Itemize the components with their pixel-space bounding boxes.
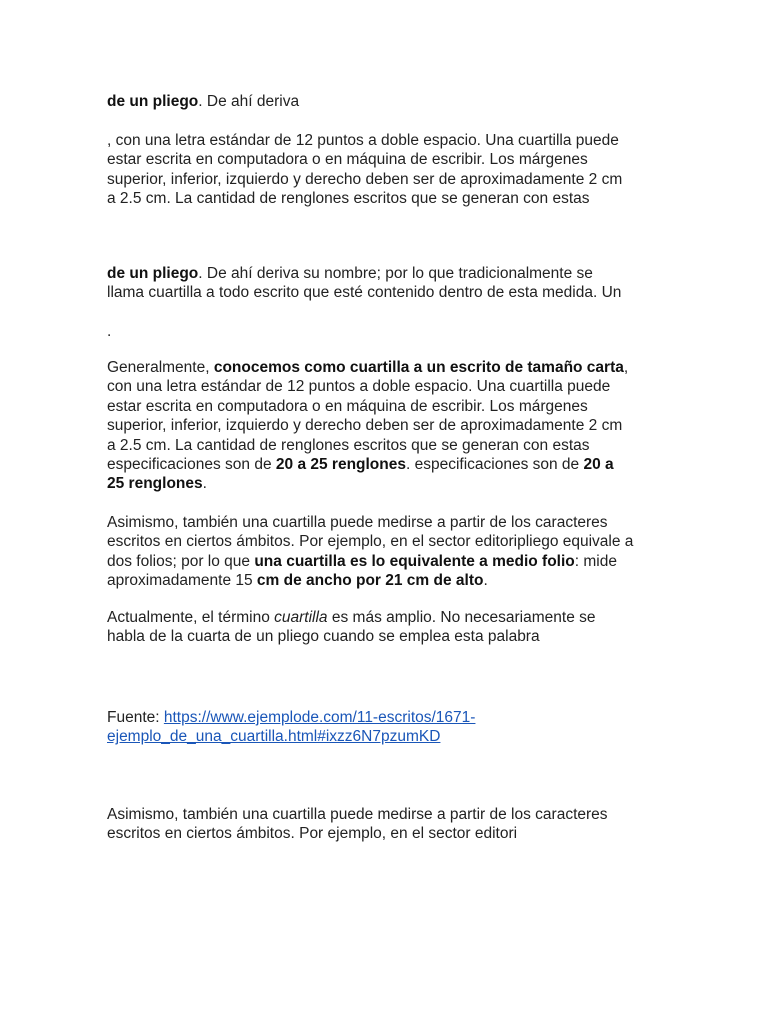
italic-text: cuartilla bbox=[274, 609, 328, 626]
text-line: . bbox=[107, 323, 112, 340]
text-line bbox=[107, 608, 667, 627]
text: Actualmente, el término bbox=[107, 609, 275, 626]
source-link-part-2[interactable]: ejemplo_de_una_cuartilla.html#ixzz6N7pzumKD bbox=[107, 728, 441, 746]
source-citation bbox=[107, 708, 667, 747]
text: es más amplio. No necesariamente se bbox=[327, 609, 596, 626]
text: Generalmente, bbox=[107, 359, 214, 376]
bold-text: conocemos como cuartilla a un escrito de tamaño carta bbox=[213, 359, 624, 376]
text-line: llama cuartilla a todo escrito que esté contenido dentro de esta medida. Un bbox=[107, 284, 622, 302]
text-line: habla de la cuarta de un pliego cuando se emplea esta palabra bbox=[107, 628, 540, 646]
bold-text: 20 a 25 renglones bbox=[275, 456, 406, 474]
text-line: , con una letra estándar de 12 puntos a doble espacio. Una cuartilla puede bbox=[107, 132, 619, 149]
text-line: Asimismo, también una cuartilla puede medirse a partir de los caracteres bbox=[107, 514, 608, 531]
paragraph-1 bbox=[107, 92, 667, 111]
text: : mide bbox=[574, 552, 617, 570]
paragraph-3 bbox=[107, 264, 667, 303]
bold-text: 20 a bbox=[583, 456, 614, 474]
paragraph-2 bbox=[107, 131, 667, 209]
source-label: Fuente: bbox=[107, 709, 164, 726]
text: aproximadamente 15 bbox=[107, 572, 257, 590]
text-line: estar escrita en computadora o en máquina de escribir. Los márgenes bbox=[107, 151, 588, 169]
paragraph-5 bbox=[107, 358, 667, 494]
text-line bbox=[107, 708, 667, 727]
text-line: superior, inferior, izquierdo y derecho deben ser de aproximadamente 2 cm bbox=[107, 170, 623, 188]
paragraph-8 bbox=[107, 805, 667, 844]
bold-text: una cuartilla es lo equivalente a medio folio bbox=[254, 552, 575, 570]
text-line: superior, inferior, izquierdo y derecho deben ser de aproximadamente 2 cm bbox=[107, 417, 623, 435]
text-line: a 2.5 cm. La cantidad de renglones escritos que se generan con estas bbox=[107, 190, 590, 208]
text-line bbox=[107, 552, 667, 571]
text-line bbox=[107, 571, 667, 590]
text-line: estar escrita en computadora o en máquina de escribir. Los márgenes bbox=[107, 397, 588, 415]
paragraph-6 bbox=[107, 513, 667, 591]
text: . De ahí deriva bbox=[198, 93, 300, 110]
text: dos folios; por lo que bbox=[107, 552, 255, 570]
text-line bbox=[107, 455, 667, 474]
text-line: a 2.5 cm. La cantidad de renglones escritos que se generan con estas bbox=[107, 436, 590, 454]
text-line bbox=[107, 92, 667, 111]
text-line bbox=[107, 358, 667, 377]
text-line: escritos en ciertos ámbitos. Por ejemplo, en el sector editoripliego equivale a bbox=[107, 533, 634, 551]
text-line: Asimismo, también una cuartilla puede medirse a partir de los caracteres bbox=[107, 806, 608, 823]
text: . bbox=[483, 572, 488, 590]
text: especificaciones son de bbox=[107, 456, 276, 474]
paragraph-4 bbox=[107, 322, 667, 341]
bold-text: 25 renglones bbox=[107, 475, 203, 493]
text: . especificaciones son de bbox=[405, 456, 584, 474]
bold-text: de un pliego bbox=[107, 93, 199, 110]
paragraph-7 bbox=[107, 608, 667, 647]
text-line bbox=[107, 727, 667, 746]
text-line bbox=[107, 474, 667, 493]
text: . bbox=[202, 475, 207, 493]
bold-text: cm de ancho por 21 cm de alto bbox=[256, 572, 484, 590]
text-line bbox=[107, 264, 667, 283]
source-link-part-1[interactable]: https://www.ejemplode.com/11-escritos/1671- bbox=[163, 709, 476, 726]
text-line: con una letra estándar de 12 puntos a doble espacio. Una cuartilla puede bbox=[107, 378, 611, 396]
text: . De ahí deriva su nombre; por lo que tradicionalmente se bbox=[198, 265, 593, 282]
bold-text: de un pliego bbox=[107, 265, 199, 282]
text: , bbox=[623, 359, 629, 376]
text-line: escritos en ciertos ámbitos. Por ejemplo, en el sector editori bbox=[107, 825, 518, 843]
